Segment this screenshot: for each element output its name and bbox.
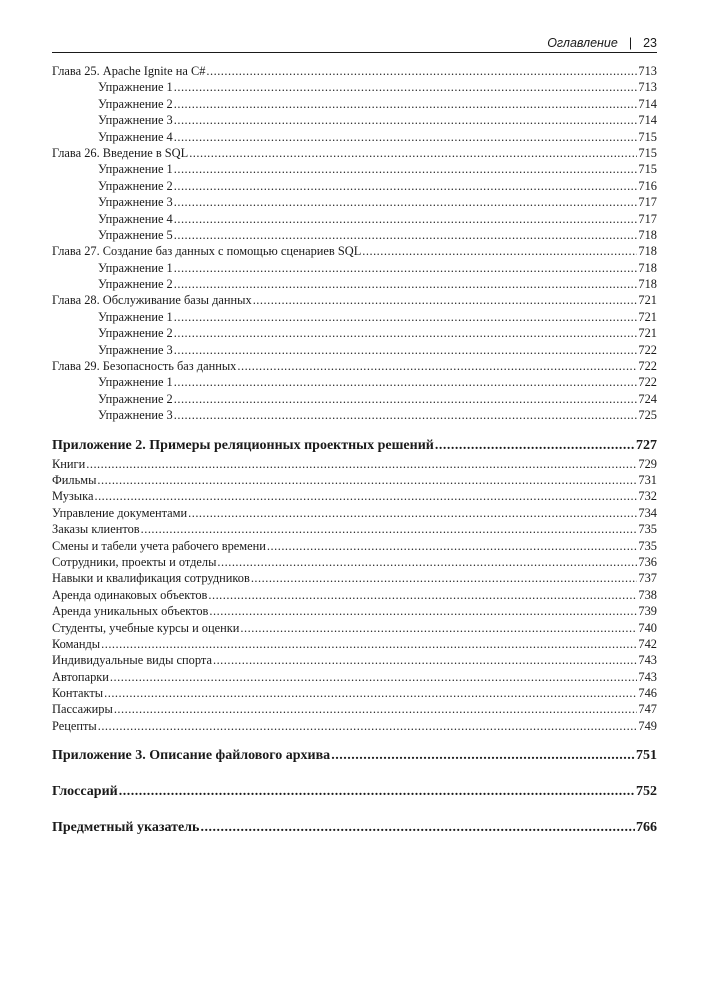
dot-leader [97,472,637,488]
toc-entry-title: Рецепты [52,718,97,733]
toc-entry-page: 714 [638,113,657,128]
dot-leader [174,391,638,407]
toc-entry-page: 738 [638,587,657,602]
toc-entry-title: Упражнение 4 [98,129,173,144]
toc-entry-title: Упражнение 1 [98,80,173,95]
toc-entry-title: Фильмы [52,472,97,487]
dot-leader [237,358,637,374]
toc-entry-title: Предметный указатель [52,820,200,836]
toc-entry-title: Упражнение 3 [98,113,173,128]
toc-entry-title: Глава 27. Создание баз данных с помощью сценариев SQL [52,244,362,259]
toc-entry-title: Аренда одинаковых объектов [52,587,208,602]
toc-entry-page: 722 [638,359,657,374]
toc-entry-page: 749 [638,718,657,733]
dot-leader [174,227,638,243]
toc-entry-title: Упражнение 5 [98,227,173,242]
toc-appendix-item[interactable] [52,456,657,472]
header-page-number: 23 [643,36,657,50]
toc-chapter-27[interactable] [52,243,657,259]
toc-entry-title: Смены и табели учета рабочего времени [52,538,266,553]
toc-entry-page: 718 [638,227,657,242]
toc-entry-title: Упражнение 2 [98,326,173,341]
dot-leader [217,554,637,570]
toc-exercise[interactable] [52,178,657,194]
toc-appendix-item[interactable] [52,685,657,701]
toc-entry-title: Упражнение 3 [98,342,173,357]
toc-entry-page: 724 [638,391,657,406]
toc-index[interactable] [52,818,657,838]
toc-entry-title: Автопарки [52,669,109,684]
toc-exercise[interactable] [52,96,657,112]
toc-entry-title: Аренда уникальных объектов [52,604,209,619]
toc-entry-page: 721 [638,326,657,341]
toc-exercise[interactable] [52,161,657,177]
toc-exercise[interactable] [52,276,657,292]
toc-entry-title: Команды [52,636,101,651]
toc-entry-title: Глава 28. Обслуживание базы данных [52,293,252,308]
toc-entry-page: 716 [638,178,657,193]
toc-glossary[interactable] [52,782,657,802]
toc-entry-page: 713 [638,64,657,78]
dot-leader [86,456,637,472]
toc-entry-page: 732 [638,489,657,504]
dot-leader [104,685,637,701]
dot-leader [208,587,637,603]
toc-chapter-25[interactable] [52,63,657,79]
toc-entry-page: 743 [638,653,657,668]
toc-entry-title: Приложение 3. Описание файлового архива [52,748,331,764]
dot-leader [174,342,638,358]
toc-appendix-2[interactable] [52,436,657,456]
toc-exercise[interactable] [52,211,657,227]
dot-leader [174,309,638,325]
spacer [52,424,657,436]
toc-entry-page: 731 [638,472,657,487]
toc-entry-page: 715 [638,145,657,160]
toc-entry-page: 714 [638,96,657,111]
toc-exercise[interactable] [52,407,657,423]
toc-appendix-item[interactable] [52,603,657,619]
toc-appendix-item[interactable] [52,718,657,734]
toc-entry-page: 737 [638,571,657,586]
toc-entry-page: 729 [638,456,657,471]
toc-entry-title: Упражнение 2 [98,277,173,292]
toc-entry-page: 722 [638,375,657,390]
toc-entry-page: 721 [638,293,657,308]
toc-exercise[interactable] [52,79,657,95]
toc-entry-title: Упражнение 1 [98,162,173,177]
toc-chapter-28[interactable] [52,292,657,308]
toc-appendix-item[interactable] [52,636,657,652]
toc-entry-title: Студенты, учебные курсы и оценки [52,620,240,635]
dot-leader [174,129,638,145]
dot-leader [101,636,637,652]
toc-appendix-3[interactable] [52,746,657,766]
toc-entry-title: Глоссарий [52,784,118,800]
toc-entry-page: 736 [638,554,657,569]
dot-leader [114,701,638,717]
toc-entry-page: 742 [638,636,657,651]
toc-entry-title: Индивидуальные виды спорта [52,653,212,668]
toc-appendix-item[interactable] [52,488,657,504]
toc-entry-title: Сотрудники, проекты и отделы [52,554,217,569]
spacer [52,766,657,782]
toc-entry-title: Книги [52,456,86,471]
toc-entry-page: 743 [638,669,657,684]
toc-entry-page: 747 [638,702,657,717]
toc-entry-title: Упражнение 1 [98,375,173,390]
toc-exercise[interactable] [52,227,657,243]
dot-leader [174,211,638,227]
dot-leader [174,325,638,341]
dot-leader [174,407,638,423]
dot-leader [94,488,637,504]
header-separator: | [628,36,633,50]
dot-leader [251,570,638,586]
dot-leader [240,620,637,636]
dot-leader [174,79,638,95]
toc-appendix-item[interactable] [52,538,657,554]
toc-entry-title: Упражнение 2 [98,391,173,406]
dot-leader [435,436,635,456]
dot-leader [174,178,638,194]
toc-chapter-29[interactable] [52,358,657,374]
toc-entry-title: Упражнение 4 [98,211,173,226]
dot-leader [174,276,638,292]
toc-entry-page: 715 [638,162,657,177]
toc-entry-page: 739 [638,604,657,619]
header-section-name: Оглавление [547,36,618,50]
dot-leader [213,652,637,668]
dot-leader [141,521,638,537]
toc-entry-title: Упражнение 2 [98,96,173,111]
dot-leader [206,63,637,79]
toc-entry-title: Упражнение 1 [98,260,173,275]
spacer [52,802,657,818]
running-header [52,30,657,53]
toc-entry-page: 718 [638,277,657,292]
toc-entry-title: Приложение 2. Примеры реляционных проектных решений [52,437,434,453]
toc-entry-title: Заказы клиентов [52,522,140,537]
toc-exercise[interactable] [52,260,657,276]
toc-entry-title: Глава 26. Введение в SQL [52,145,189,160]
dot-leader [267,538,637,554]
dot-leader [119,782,635,802]
toc-entry-page: 740 [638,620,657,635]
toc-entry-title: Глава 29. Безопасность баз данных [52,359,237,374]
toc-entry-title: Упражнение 2 [98,178,173,193]
toc-appendix-item[interactable] [52,652,657,668]
toc-entry-page: 722 [638,342,657,357]
toc-entry-page: 717 [638,211,657,226]
toc-exercise[interactable] [52,391,657,407]
toc-entry-page: 718 [638,260,657,275]
toc-exercise[interactable] [52,112,657,128]
dot-leader [174,194,638,210]
toc-entry-page: 766 [636,820,657,836]
toc-entry-page: 718 [638,244,657,259]
toc-entry-page: 734 [638,505,657,520]
toc-entry-page: 735 [638,538,657,553]
toc-appendix-item[interactable] [52,587,657,603]
toc-exercise[interactable] [52,129,657,145]
table-of-contents [52,63,657,838]
toc-entry-page: 735 [638,522,657,537]
toc-entry-title: Контакты [52,686,104,701]
dot-leader [200,818,635,838]
dot-leader [98,718,638,734]
toc-entry-title: Упражнение 1 [98,309,173,324]
toc-entry-page: 752 [636,784,657,800]
dot-leader [362,243,637,259]
dot-leader [174,161,638,177]
toc-entry-page: 746 [638,686,657,701]
toc-entry-title: Упражнение 3 [98,408,173,423]
dot-leader [174,96,638,112]
toc-appendix-item[interactable] [52,521,657,537]
toc-exercise[interactable] [52,194,657,210]
toc-entry-page: 717 [638,195,657,210]
dot-leader [209,603,637,619]
toc-exercise[interactable] [52,325,657,341]
toc-chapter-26[interactable] [52,145,657,161]
spacer [52,734,657,746]
toc-entry-title: Упражнение 3 [98,195,173,210]
toc-entry-page: 713 [638,80,657,95]
toc-appendix-item[interactable] [52,701,657,717]
dot-leader [188,505,637,521]
toc-entry-title: Управление документами [52,505,188,520]
toc-exercise[interactable] [52,309,657,325]
dot-leader [189,145,637,161]
toc-appendix-item[interactable] [52,620,657,636]
dot-leader [331,746,635,766]
toc-appendix-item[interactable] [52,472,657,488]
toc-entry-page: 751 [636,748,657,764]
dot-leader [174,374,638,390]
toc-entry-title: Пассажиры [52,702,113,717]
toc-entry-page: 721 [638,309,657,324]
toc-appendix-item[interactable] [52,669,657,685]
toc-entry-title: Музыка [52,489,94,504]
toc-exercise[interactable] [52,342,657,358]
toc-appendix-item[interactable] [52,570,657,586]
toc-appendix-item[interactable] [52,554,657,570]
toc-entry-page: 715 [638,129,657,144]
toc-appendix-item[interactable] [52,505,657,521]
toc-entry-page: 727 [636,437,657,453]
dot-leader [253,292,638,308]
toc-entry-page: 725 [638,408,657,423]
dot-leader [110,669,637,685]
dot-leader [174,112,638,128]
dot-leader [174,260,638,276]
toc-exercise[interactable] [52,374,657,390]
toc-entry-title: Навыки и квалификация сотрудников [52,571,250,586]
toc-entry-title: Глава 25. Apache Ignite на C# [52,64,206,78]
